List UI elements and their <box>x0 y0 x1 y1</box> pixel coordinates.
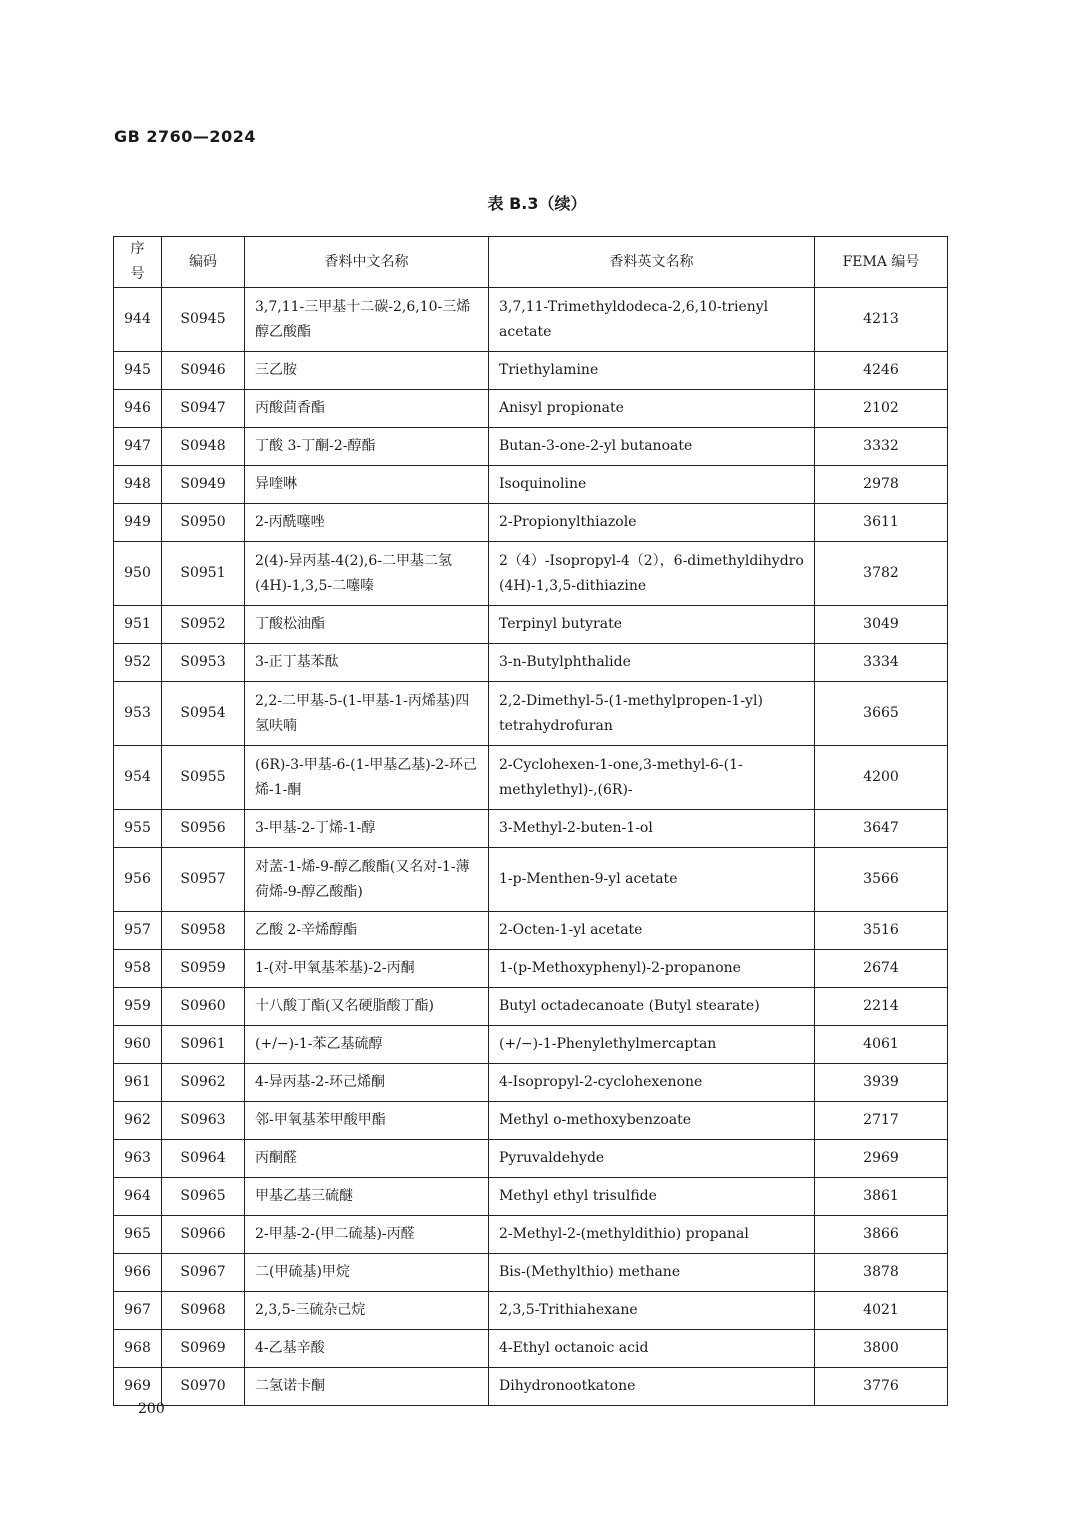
cell-english-name: Pyruvaldehyde <box>489 1140 815 1178</box>
document-code: GB 2760—2024 <box>114 127 256 146</box>
table-row <box>114 466 948 504</box>
table-title: 表 B.3（续） <box>487 194 587 213</box>
cell-chinese-name: 丁酸 3-丁酮-2-醇酯 <box>245 428 489 466</box>
cell-code: S0962 <box>162 1064 245 1102</box>
cell-english-name: Bis-(Methylthio) methane <box>489 1254 815 1292</box>
cell-english-name: 4-Isopropyl-2-cyclohexenone <box>489 1064 815 1102</box>
cell-serial-number: 960 <box>114 1026 162 1064</box>
cell-english-name: Butan-3-one-2-yl butanoate <box>489 428 815 466</box>
cell-english-name: 2-Propionylthiazole <box>489 504 815 542</box>
table-row <box>114 848 948 912</box>
cell-chinese-name: 2,2-二甲基-5-(1-甲基-1-丙烯基)四氢呋喃 <box>245 682 489 746</box>
cell-code: S0959 <box>162 950 245 988</box>
cell-fema-number: 3866 <box>815 1216 948 1254</box>
cell-chinese-name: (+/−)-1-苯乙基硫醇 <box>245 1026 489 1064</box>
cell-serial-number: 961 <box>114 1064 162 1102</box>
cell-english-name: 2-Cyclohexen-1-one,3-methyl-6-(1-methylethyl)-,(6R)- <box>489 746 815 810</box>
cell-fema-number: 3939 <box>815 1064 948 1102</box>
table-row <box>114 504 948 542</box>
cell-code: S0953 <box>162 644 245 682</box>
cell-chinese-name: 4-乙基辛酸 <box>245 1330 489 1368</box>
table-row <box>114 644 948 682</box>
cell-code: S0957 <box>162 848 245 912</box>
cell-english-name: 1-p-Menthen-9-yl acetate <box>489 848 815 912</box>
table-row <box>114 1292 948 1330</box>
table-row <box>114 912 948 950</box>
cell-serial-number: 948 <box>114 466 162 504</box>
cell-serial-number: 962 <box>114 1102 162 1140</box>
cell-code: S0952 <box>162 606 245 644</box>
table-row <box>114 1216 948 1254</box>
cell-chinese-name: 邻-甲氧基苯甲酸甲酯 <box>245 1102 489 1140</box>
cell-fema-number: 2102 <box>815 390 948 428</box>
header-code: 编码 <box>162 237 245 288</box>
cell-fema-number: 3878 <box>815 1254 948 1292</box>
cell-serial-number: 958 <box>114 950 162 988</box>
cell-fema-number: 4061 <box>815 1026 948 1064</box>
cell-code: S0951 <box>162 542 245 606</box>
cell-fema-number: 2674 <box>815 950 948 988</box>
cell-code: S0950 <box>162 504 245 542</box>
cell-chinese-name: 异喹啉 <box>245 466 489 504</box>
cell-fema-number: 2214 <box>815 988 948 1026</box>
cell-code: S0946 <box>162 352 245 390</box>
cell-english-name: 2,3,5-Trithiahexane <box>489 1292 815 1330</box>
cell-serial-number: 945 <box>114 352 162 390</box>
cell-english-name: 2-Methyl-2-(methyldithio) propanal <box>489 1216 815 1254</box>
cell-fema-number: 4021 <box>815 1292 948 1330</box>
page-number: 200 <box>138 1401 165 1417</box>
cell-serial-number: 965 <box>114 1216 162 1254</box>
cell-english-name: Terpinyl butyrate <box>489 606 815 644</box>
cell-serial-number: 949 <box>114 504 162 542</box>
cell-english-name: 2,2-Dimethyl-5-(1-methylpropen-1-yl) tetrahydrofuran <box>489 682 815 746</box>
cell-fema-number: 4246 <box>815 352 948 390</box>
cell-code: S0970 <box>162 1368 245 1406</box>
cell-chinese-name: 三乙胺 <box>245 352 489 390</box>
table-row <box>114 1254 948 1292</box>
cell-chinese-name: 乙酸 2-辛烯醇酯 <box>245 912 489 950</box>
cell-english-name: Dihydronootkatone <box>489 1368 815 1406</box>
cell-fema-number: 2978 <box>815 466 948 504</box>
flavor-table <box>113 236 948 1406</box>
cell-english-name: Triethylamine <box>489 352 815 390</box>
cell-chinese-name: 3,7,11-三甲基十二碳-2,6,10-三烯醇乙酸酯 <box>245 288 489 352</box>
cell-english-name: 2（4）-Isopropyl-4（2），6-dimethyldihydro (4H)-1,3,5-dithiazine <box>489 542 815 606</box>
cell-code: S0956 <box>162 810 245 848</box>
cell-fema-number: 3566 <box>815 848 948 912</box>
cell-code: S0967 <box>162 1254 245 1292</box>
cell-chinese-name: (6R)-3-甲基-6-(1-甲基乙基)-2-环己烯-1-酮 <box>245 746 489 810</box>
header-fema-number: FEMA 编号 <box>815 237 948 288</box>
cell-fema-number: 3861 <box>815 1178 948 1216</box>
cell-chinese-name: 2,3,5-三硫杂己烷 <box>245 1292 489 1330</box>
cell-chinese-name: 2-丙酰噻唑 <box>245 504 489 542</box>
table-row <box>114 1064 948 1102</box>
cell-english-name: 3-n-Butylphthalide <box>489 644 815 682</box>
cell-chinese-name: 丙酮醛 <box>245 1140 489 1178</box>
cell-chinese-name: 1-(对-甲氧基苯基)-2-丙酮 <box>245 950 489 988</box>
table-row <box>114 950 948 988</box>
cell-code: S0965 <box>162 1178 245 1216</box>
cell-fema-number: 3665 <box>815 682 948 746</box>
cell-fema-number: 3776 <box>815 1368 948 1406</box>
table-row <box>114 1102 948 1140</box>
cell-serial-number: 952 <box>114 644 162 682</box>
cell-code: S0966 <box>162 1216 245 1254</box>
cell-serial-number: 964 <box>114 1178 162 1216</box>
cell-code: S0969 <box>162 1330 245 1368</box>
cell-chinese-name: 二氢诺卡酮 <box>245 1368 489 1406</box>
cell-chinese-name: 十八酸丁酯(又名硬脂酸丁酯) <box>245 988 489 1026</box>
cell-english-name: Methyl ethyl trisulfide <box>489 1178 815 1216</box>
cell-code: S0954 <box>162 682 245 746</box>
cell-serial-number: 957 <box>114 912 162 950</box>
cell-serial-number: 966 <box>114 1254 162 1292</box>
table-row <box>114 682 948 746</box>
table-row <box>114 428 948 466</box>
cell-code: S0960 <box>162 988 245 1026</box>
header-english-name: 香料英文名称 <box>489 237 815 288</box>
cell-serial-number: 959 <box>114 988 162 1026</box>
cell-serial-number: 950 <box>114 542 162 606</box>
cell-chinese-name: 甲基乙基三硫醚 <box>245 1178 489 1216</box>
table-row <box>114 810 948 848</box>
cell-code: S0949 <box>162 466 245 504</box>
cell-chinese-name: 对䓝-1-烯-9-醇乙酸酯(又名对-1-薄荷烯-9-醇乙酸酯) <box>245 848 489 912</box>
cell-english-name: 3,7,11-Trimethyldodeca-2,6,10-trienyl acetate <box>489 288 815 352</box>
cell-fema-number: 3611 <box>815 504 948 542</box>
cell-serial-number: 956 <box>114 848 162 912</box>
table-row <box>114 1140 948 1178</box>
cell-fema-number: 3332 <box>815 428 948 466</box>
cell-chinese-name: 4-异丙基-2-环己烯酮 <box>245 1064 489 1102</box>
cell-fema-number: 3049 <box>815 606 948 644</box>
cell-serial-number: 963 <box>114 1140 162 1178</box>
cell-english-name: Methyl o-methoxybenzoate <box>489 1102 815 1140</box>
cell-serial-number: 969 <box>114 1368 162 1406</box>
cell-english-name: 2-Octen-1-yl acetate <box>489 912 815 950</box>
cell-serial-number: 954 <box>114 746 162 810</box>
cell-code: S0964 <box>162 1140 245 1178</box>
cell-english-name: 1-(p-Methoxyphenyl)-2-propanone <box>489 950 815 988</box>
table-row <box>114 352 948 390</box>
table-row <box>114 606 948 644</box>
table-row <box>114 1330 948 1368</box>
cell-fema-number: 4200 <box>815 746 948 810</box>
table-row <box>114 542 948 606</box>
table-row <box>114 746 948 810</box>
cell-fema-number: 2969 <box>815 1140 948 1178</box>
cell-serial-number: 946 <box>114 390 162 428</box>
cell-english-name: 4-Ethyl octanoic acid <box>489 1330 815 1368</box>
cell-chinese-name: 丁酸松油酯 <box>245 606 489 644</box>
cell-english-name: Anisyl propionate <box>489 390 815 428</box>
cell-fema-number: 3800 <box>815 1330 948 1368</box>
cell-english-name: Butyl octadecanoate (Butyl stearate) <box>489 988 815 1026</box>
table-row <box>114 390 948 428</box>
cell-english-name: (+/−)-1-Phenylethylmercaptan <box>489 1026 815 1064</box>
cell-chinese-name: 2(4)-异丙基-4(2),6-二甲基二氢(4H)-1,3,5-二噻嗪 <box>245 542 489 606</box>
cell-serial-number: 951 <box>114 606 162 644</box>
table-row <box>114 1026 948 1064</box>
header-chinese-name: 香料中文名称 <box>245 237 489 288</box>
cell-fema-number: 2717 <box>815 1102 948 1140</box>
cell-code: S0958 <box>162 912 245 950</box>
table-body <box>114 288 948 1406</box>
cell-english-name: Isoquinoline <box>489 466 815 504</box>
cell-code: S0963 <box>162 1102 245 1140</box>
cell-code: S0968 <box>162 1292 245 1330</box>
header-serial-number: 序号 <box>114 237 162 288</box>
cell-chinese-name: 3-正丁基苯酞 <box>245 644 489 682</box>
table-row <box>114 288 948 352</box>
cell-english-name: 3-Methyl-2-buten-1-ol <box>489 810 815 848</box>
cell-chinese-name: 二(甲硫基)甲烷 <box>245 1254 489 1292</box>
cell-fema-number: 3516 <box>815 912 948 950</box>
cell-code: S0947 <box>162 390 245 428</box>
cell-serial-number: 953 <box>114 682 162 746</box>
cell-serial-number: 968 <box>114 1330 162 1368</box>
cell-code: S0948 <box>162 428 245 466</box>
cell-chinese-name: 3-甲基-2-丁烯-1-醇 <box>245 810 489 848</box>
cell-chinese-name: 2-甲基-2-(甲二硫基)-丙醛 <box>245 1216 489 1254</box>
cell-serial-number: 955 <box>114 810 162 848</box>
cell-code: S0955 <box>162 746 245 810</box>
table-header-row <box>114 237 948 288</box>
cell-fema-number: 3647 <box>815 810 948 848</box>
cell-code: S0945 <box>162 288 245 352</box>
cell-serial-number: 944 <box>114 288 162 352</box>
cell-fema-number: 3334 <box>815 644 948 682</box>
cell-serial-number: 947 <box>114 428 162 466</box>
table-row <box>114 1368 948 1406</box>
table-row <box>114 988 948 1026</box>
cell-fema-number: 3782 <box>815 542 948 606</box>
table-row <box>114 1178 948 1216</box>
cell-code: S0961 <box>162 1026 245 1064</box>
cell-chinese-name: 丙酸茴香酯 <box>245 390 489 428</box>
cell-fema-number: 4213 <box>815 288 948 352</box>
cell-serial-number: 967 <box>114 1292 162 1330</box>
